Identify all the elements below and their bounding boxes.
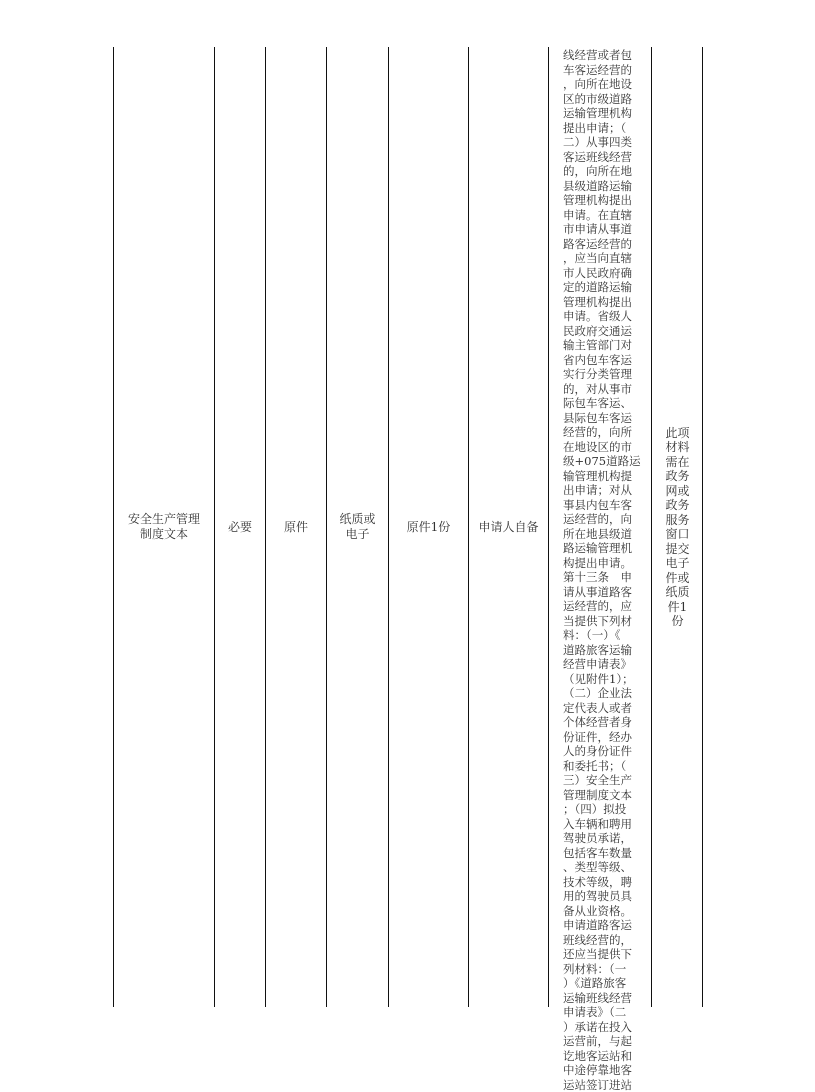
column-divider-7: [651, 47, 652, 1007]
quantity-cell: [389, 47, 468, 1007]
table-border-right: [702, 47, 703, 1007]
necessity-cell: [215, 47, 265, 1007]
source: 申请人自备: [478, 519, 539, 534]
remark-cell: [653, 47, 702, 1007]
legal-basis-text: 线经营或者包 车客运经营的 ，向所在地设 区的市级道路 运输管理机构 提出申请；（ 二）从事四类 客运班线经营 的，向所在地 县级道路运输 管理机构提出 申请。在直辖 市申请从事道 路客运经营的 ，应当向直辖 市人民政府确 定的道路运输 管理机构提出 申请。省级人 民政府交通运 输主管部门对 省内包车客运 实行分类管理 的，对从事市 际包车客运、 县际包车客运 经营的，向所 在地设区的市 级+075道路运 输管理机构提 出申请；对从 事县内包车客 运经营的，向 所在地县级道 路运输管理机 构提出申请。 第十三条 申 请从事道路客 运经营的，应 当提供下列材 料：（一）《 道路旅客运输 经营申请表》 （见附件1）； （二）企业法 定代表人或者 个体经营者身 份证件，经办 人的身份证件 和委托书；（ 三）安全生产 管理制度文本 ；（四）拟投 入车辆和聘用 驾驶员承诺， 包括客车数量 、类型等级、 技术等级，聘 用的驾驶员具 备从业资格。 申请道路客运 班线经营的， 还应当提供下 列材料：（一 ）《道路旅客 运输班线经营 申请表》（二 ）承诺在投入 运营前，与起 讫地客运站和 中途停靠地客 运站签订进站: [563, 48, 641, 1092]
necessity: 必要: [227, 519, 252, 534]
column-divider-6: [548, 47, 549, 1007]
material-type: 原件: [283, 519, 308, 534]
remark-text: 此项材料需在政务网或政务服务窗口提交电子件或纸质件1份: [665, 425, 690, 628]
source-cell: [469, 47, 548, 1007]
quantity: 原件1份: [406, 519, 451, 534]
material-name-cell: [114, 47, 214, 1007]
material-name: 安全生产管理 制度文本: [127, 512, 200, 541]
material-form-cell: [327, 47, 388, 1007]
material-form: 纸质或 电子: [339, 512, 376, 541]
material-type-cell: [266, 47, 326, 1007]
